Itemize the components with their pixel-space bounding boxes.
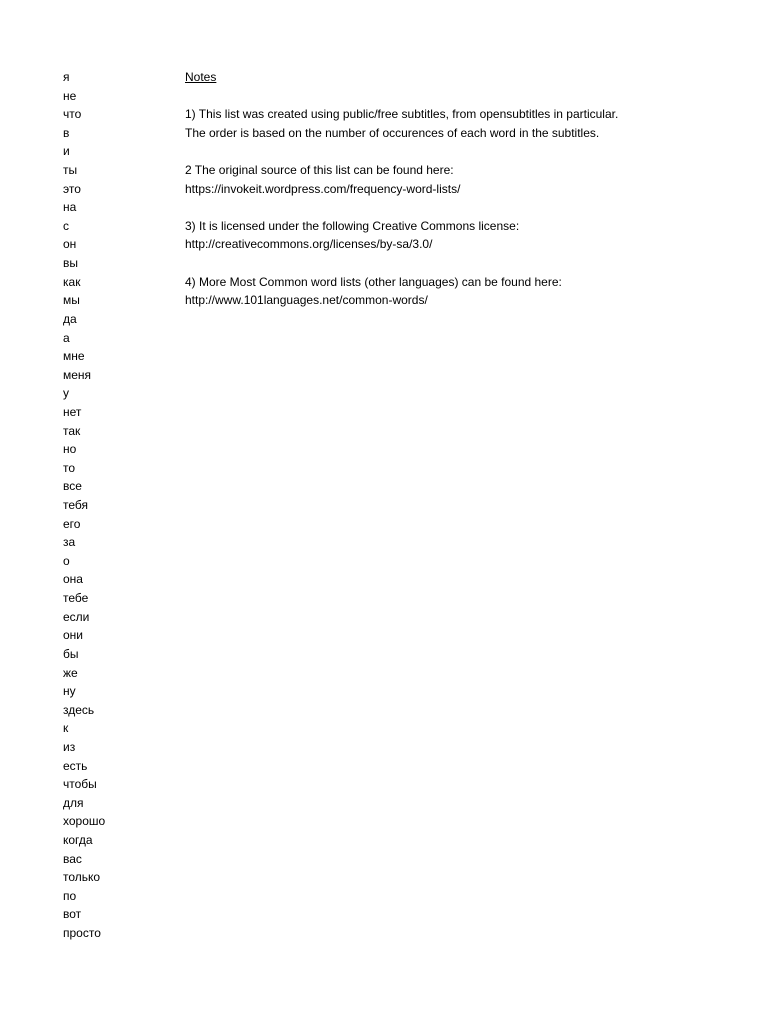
word-list-item: если bbox=[63, 609, 90, 624]
word-list-item: когда bbox=[63, 832, 93, 847]
notes-spacer bbox=[185, 142, 745, 161]
note-1-line-1: 1) This list was created using public/free subtitles, from opensubtitles in particular. bbox=[185, 107, 619, 122]
note-4-line-1: 4) More Most Common word lists (other languages) can be found here: bbox=[185, 274, 562, 289]
word-list-item: о bbox=[63, 553, 70, 568]
word-list-item: да bbox=[63, 311, 77, 326]
word-list-item: я bbox=[63, 70, 70, 84]
word-list-item: же bbox=[63, 665, 78, 680]
word-list-item: вы bbox=[63, 256, 78, 271]
word-list-item: он bbox=[63, 237, 77, 252]
word-list-item: это bbox=[63, 181, 81, 196]
word-list-item: тебе bbox=[63, 591, 89, 606]
word-list-item: так bbox=[63, 423, 81, 438]
note-4-link[interactable]: http://www.101languages.net/common-words/ bbox=[185, 293, 428, 308]
word-list-item: и bbox=[63, 144, 70, 159]
word-list-item: ты bbox=[63, 163, 78, 178]
word-list-item: просто bbox=[63, 926, 101, 941]
notes-section bbox=[185, 68, 745, 310]
word-list-item: у bbox=[63, 386, 69, 401]
word-list-item: его bbox=[63, 516, 81, 531]
note-2-line-1: 2 The original source of this list can be found here: bbox=[185, 163, 454, 178]
word-list-item: нет bbox=[63, 404, 82, 419]
word-list bbox=[63, 68, 163, 943]
word-list-item: за bbox=[63, 535, 76, 550]
word-list-item: хорошо bbox=[63, 814, 106, 829]
word-list-item: бы bbox=[63, 646, 79, 661]
word-list-item: не bbox=[63, 88, 77, 103]
word-list-item: они bbox=[63, 628, 84, 643]
word-list-item: она bbox=[63, 572, 83, 587]
note-3-line-1: 3) It is licensed under the following Creative Commons license: bbox=[185, 218, 520, 233]
word-list-item: меня bbox=[63, 367, 92, 382]
word-list-item: по bbox=[63, 888, 77, 903]
word-list-item: все bbox=[63, 479, 82, 494]
word-list-item: к bbox=[63, 721, 69, 736]
word-list-item: в bbox=[63, 125, 70, 140]
word-list-item: мне bbox=[63, 349, 85, 364]
word-list-item: что bbox=[63, 107, 82, 122]
word-list-item: здесь bbox=[63, 702, 95, 717]
word-list-item: есть bbox=[63, 758, 88, 773]
notes-spacer bbox=[185, 87, 745, 106]
word-list-item: чтобы bbox=[63, 777, 97, 792]
word-list-item: мы bbox=[63, 293, 80, 308]
word-list-item: на bbox=[63, 200, 77, 215]
note-3-link[interactable]: http://creativecommons.org/licenses/by-sa/3.0/ bbox=[185, 237, 433, 252]
word-list-item: только bbox=[63, 870, 101, 885]
word-list-item: как bbox=[63, 274, 81, 289]
word-list-item: ну bbox=[63, 684, 76, 699]
notes-spacer bbox=[185, 198, 745, 217]
notes-title: Notes bbox=[185, 70, 217, 84]
word-list-item: вас bbox=[63, 851, 82, 866]
word-list-item: с bbox=[63, 218, 69, 233]
word-list-item: но bbox=[63, 442, 77, 457]
word-list-item: вот bbox=[63, 907, 82, 922]
word-list-item: тебя bbox=[63, 498, 89, 513]
word-list-item: из bbox=[63, 739, 76, 754]
note-2-link[interactable]: https://invokeit.wordpress.com/frequency-word-lists/ bbox=[185, 181, 461, 196]
notes-spacer bbox=[185, 254, 745, 273]
word-list-item: то bbox=[63, 460, 76, 475]
word-list-item: а bbox=[63, 330, 70, 345]
note-1-line-2: The order is based on the number of occurences of each word in the subtitles. bbox=[185, 125, 600, 140]
word-list-item: для bbox=[63, 795, 84, 810]
